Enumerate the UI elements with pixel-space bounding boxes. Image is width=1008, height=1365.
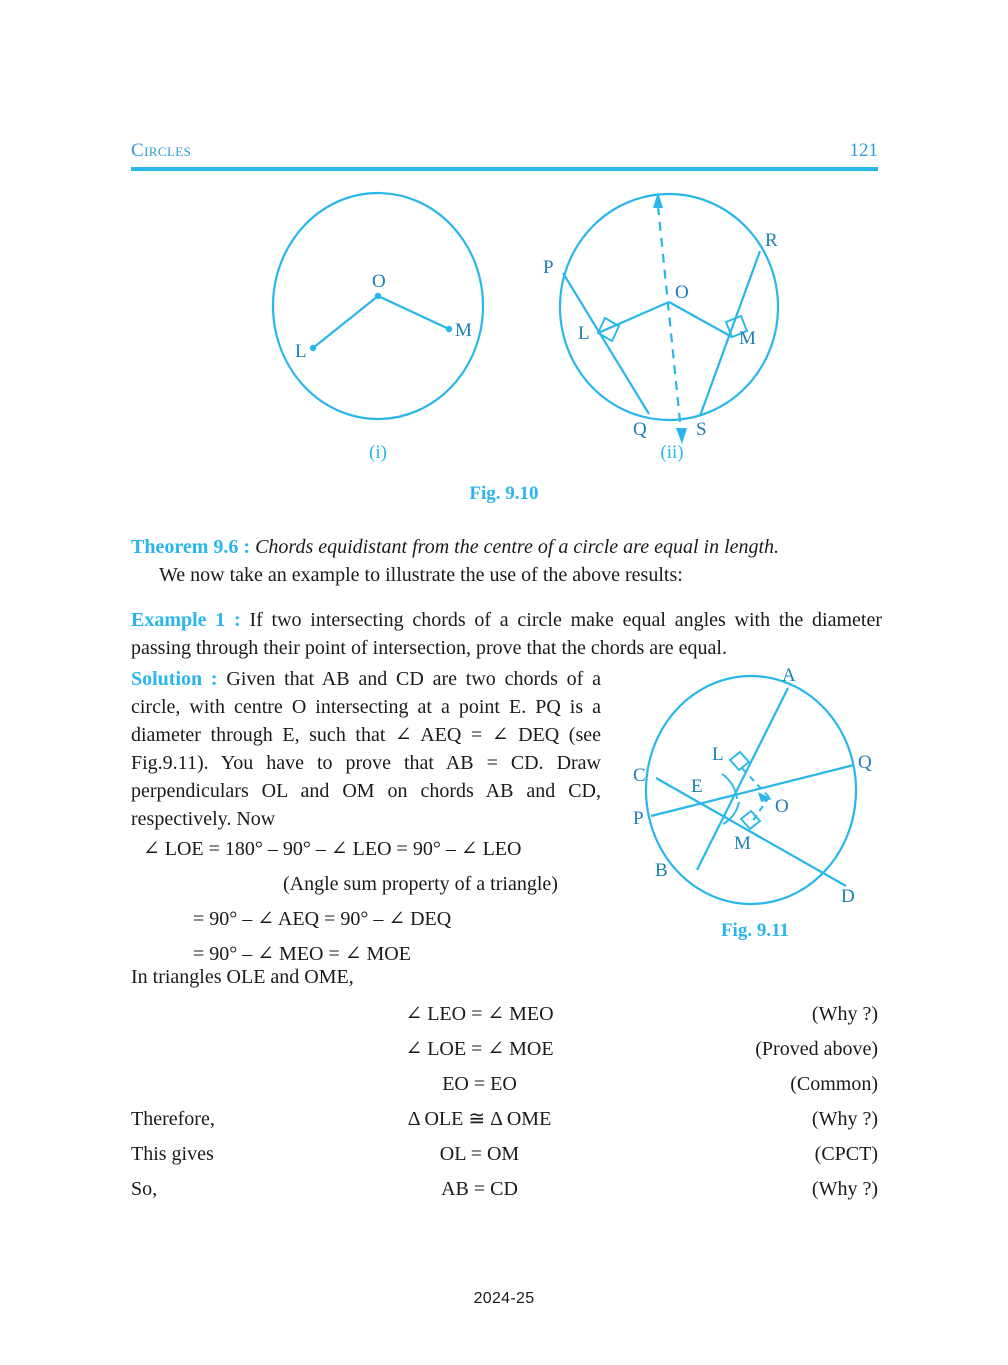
diameter-PQ (651, 765, 854, 816)
proof-reason: (Why ?) (811, 1003, 878, 1025)
label-D: D (841, 886, 855, 907)
proof-lead: Therefore, (131, 1108, 215, 1130)
label-Q: Q (858, 752, 872, 773)
label-S: S (696, 419, 707, 440)
page-header (131, 140, 878, 170)
theorem-block (131, 534, 882, 561)
proof-statement: ∠ LEO = ∠ MEO (405, 1003, 554, 1025)
label-Q: Q (633, 419, 647, 440)
point-M-dot (446, 326, 452, 332)
table-row (131, 1172, 878, 1207)
proof-statement: AB = CD (441, 1178, 518, 1200)
solution-text: Given that AB and CD are two chords of a circle, with centre O intersecting at a point E. PQ is a diameter through E, such that ∠ AEQ = ∠ DEQ (see Fig.9.11). You have to prove that AB = CD. Draw perpendiculars OL and OM on chords AB and CD, respectively. Now (131, 668, 602, 830)
label-E: E (691, 776, 703, 797)
proof-reason: (Proved above) (755, 1038, 878, 1060)
example-block (131, 606, 882, 662)
segment-OL (313, 296, 378, 348)
label-L: L (712, 744, 724, 765)
example-label: Example 1 : (131, 609, 241, 631)
proof-lead: This gives (131, 1143, 214, 1165)
figure-9-10 (245, 176, 805, 476)
figure-9-10-svg (245, 176, 805, 476)
header-divider (131, 167, 878, 171)
header-chapter-title: Circles (131, 140, 192, 161)
table-row (131, 1032, 878, 1067)
table-row (131, 997, 878, 1032)
proof-reason: (CPCT) (814, 1143, 878, 1165)
circle-outline (273, 193, 483, 419)
label-L: L (295, 341, 307, 362)
chord-PQ (563, 273, 649, 414)
label-B: B (655, 860, 668, 881)
figure-9-10-sub-caption-ii: (ii) (660, 442, 684, 463)
label-M: M (734, 833, 751, 854)
figure-9-10-panel-ii (543, 192, 778, 444)
theorem-label: Theorem 9.6 : (131, 536, 251, 558)
label-C: C (633, 765, 646, 786)
theorem-statement: Chords equidistant from the centre of a circle are equal in length. (255, 536, 780, 558)
label-L: L (578, 323, 590, 344)
point-O-dot (375, 293, 381, 299)
label-O: O (372, 271, 386, 292)
proof-lead: So, (131, 1178, 158, 1200)
theorem-followup: We now take an example to illustrate the use of the above results: (159, 564, 683, 586)
page-footer: 2024-25 (473, 1290, 535, 1307)
table-row (131, 1067, 878, 1102)
proof-reason: (Why ?) (811, 1108, 878, 1130)
figure-9-10-panel-i (273, 193, 483, 419)
in-triangles-text: In triangles OLE and OME, (131, 966, 354, 988)
label-R: R (765, 230, 778, 251)
dashed-diameter (658, 206, 681, 431)
derivation-line-2: (Angle sum property of a triangle) (283, 873, 558, 895)
perpendicular-OM-dashed (752, 797, 769, 822)
proof-reason: (Common) (790, 1073, 878, 1095)
figure-9-10-sub-caption-i: (i) (369, 442, 387, 463)
perpendicular-OL (598, 302, 669, 333)
example-text: If two intersecting chords of a circle make equal angles with the diameter passing through their point of intersection, prove that the chords are equal. (131, 609, 882, 659)
solution-block (131, 665, 601, 833)
proof-statement: Δ OLE ≅ Δ OME (407, 1108, 552, 1130)
right-angle-mark-M (741, 811, 760, 829)
figure-9-10-caption: Fig. 9.10 (469, 483, 539, 504)
derivation-line-3: = 90° – ∠ AEQ = 90° – ∠ DEQ (193, 908, 452, 930)
proof-table (131, 997, 878, 1207)
label-O: O (675, 282, 689, 303)
header-page-number: 121 (849, 140, 878, 161)
right-angle-mark-L (730, 752, 749, 770)
label-P: P (633, 808, 644, 829)
derivation-line-4: = 90° – ∠ MEO = ∠ MOE (193, 943, 411, 965)
figure-9-11-svg (630, 664, 880, 909)
table-row (131, 1137, 878, 1172)
derivation-line-1: ∠ LOE = 180° – 90° – ∠ LEO = 90° – ∠ LEO (143, 838, 522, 860)
figure-9-11 (630, 664, 880, 907)
label-A: A (782, 665, 796, 686)
derivation-block (131, 832, 621, 972)
table-row (131, 1102, 878, 1137)
segment-OM (378, 296, 449, 329)
proof-statement: OL = OM (439, 1143, 520, 1165)
perpendicular-OM (669, 302, 732, 337)
solution-label: Solution : (131, 668, 218, 690)
label-M: M (739, 328, 756, 349)
chord-CD (656, 778, 846, 886)
proof-statement: EO = EO (442, 1073, 517, 1095)
label-M: M (455, 320, 472, 341)
proof-statement: ∠ LOE = ∠ MOE (405, 1038, 554, 1060)
proof-reason: (Why ?) (811, 1178, 878, 1200)
label-O: O (775, 796, 789, 817)
figure-9-11-caption: Fig. 9.11 (720, 920, 790, 941)
point-L-dot (310, 345, 316, 351)
label-P: P (543, 257, 554, 278)
